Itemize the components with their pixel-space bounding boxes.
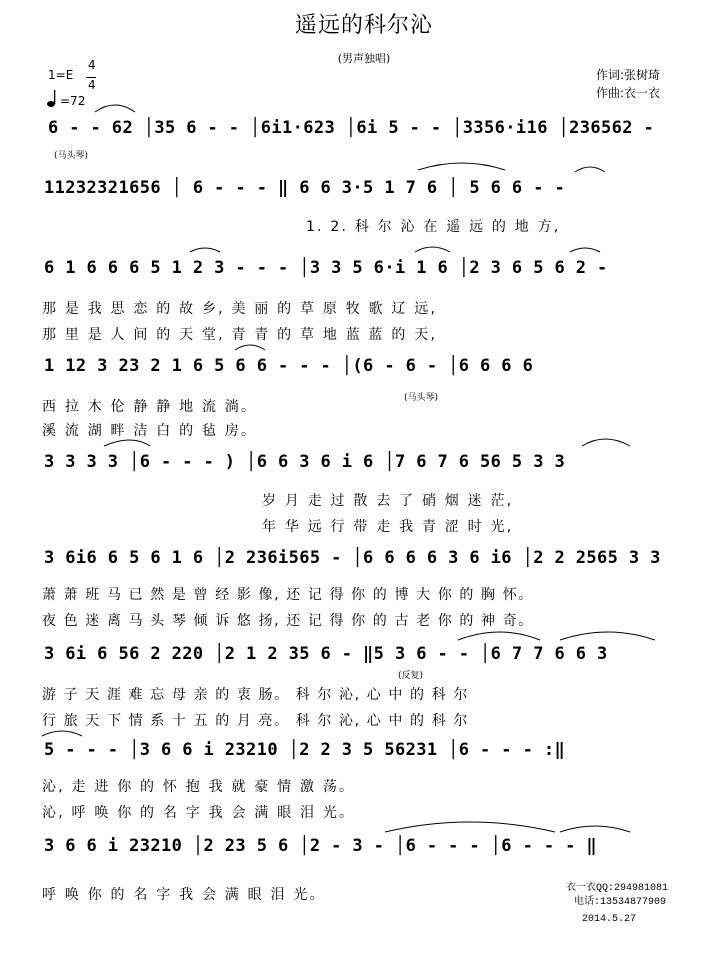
lyric-line-6b: 夜 色 迷 离 马 头 琴 倾 诉 悠 扬, 还 记 得 你 的 古 老 你 的 神 奇。 xyxy=(42,613,534,629)
lyric-line-6a: 萧 萧 班 马 已 然 是 曾 经 影 像, 还 记 得 你 的 博 大 你 的 胸 怀。 xyxy=(42,587,534,603)
lyric-line-2a: 1. 2. 科 尔 沁 在 遥 远 的 地 方, xyxy=(306,219,561,235)
notation-line-3: 6 1 6 6 6 5 1 2 3 - - - │3 3 5 6·i 1 6 │2 3 6 5 6 2 - xyxy=(44,258,608,278)
date-stamp: 2014.5.27 xyxy=(582,914,637,925)
contact-qq: 衣一衣QQ:294981081 xyxy=(566,883,669,894)
lyric-line-4a: 西 拉 木 伦 静 静 地 流 淌。 xyxy=(42,399,258,415)
repeat-mark: (反复) xyxy=(398,671,424,681)
notation-line-8: 5 - - - │3 6 6 i 23210 │2 2 3 5 56231 │6 - - - :‖ xyxy=(44,740,566,760)
lyricist-credit: 作词:张树琦 xyxy=(596,68,661,82)
lyric-line-4b: 溪 流 湖 畔 洁 白 的 毡 房。 xyxy=(42,423,258,439)
notation-line-5: 3 3 3 3 │6 - - - ) │6 6 3 6 i 6 │7 6 7 6 56 5 3 3 xyxy=(44,452,566,472)
key-signature: 1=E xyxy=(48,68,74,82)
time-signature-top: 4 xyxy=(88,58,96,72)
notation-line-9: 3 6 6 i 23210 │2 23 5 6 │2 - 3 - │6 - - - │6 - - - ‖ xyxy=(44,836,598,856)
song-title: 遥远的科尔沁 xyxy=(294,13,433,38)
notation-line-4: 1 12 3 23 2 1 6 5 6 6 - - - │(6 - 6 - │6 6 6 6 xyxy=(44,356,534,376)
song-subtitle: (男声独唱) xyxy=(337,52,391,65)
instrument-mark-1: (马头琴) xyxy=(54,151,89,161)
notation-line-7: 3 6i 6 56 2 220 │2 1 2 35 6 - ‖5 3 6 - - │6 7 7 6 6 3 xyxy=(44,644,608,664)
time-signature-bottom: 4 xyxy=(88,78,96,92)
lyric-line-7a: 游 子 天 涯 难 忘 母 亲 的 衷 肠。 科 尔 沁, 心 中 的 科 尔 xyxy=(42,687,469,703)
lyric-line-3b: 那 里 是 人 间 的 天 堂, 青 青 的 草 地 蓝 蓝 的 天, xyxy=(42,327,438,343)
lyric-line-8a: 沁, 走 进 你 的 怀 抱 我 就 豪 情 激 荡。 xyxy=(42,779,356,795)
lyric-line-5b: 年 华 远 行 带 走 我 青 涩 时 光, xyxy=(262,519,514,535)
lyric-line-3a: 那 是 我 思 恋 的 故 乡, 美 丽 的 草 原 牧 歌 辽 远, xyxy=(42,301,438,317)
lyric-line-5a: 岁 月 走 过 散 去 了 硝 烟 迷 茫, xyxy=(262,493,514,509)
lyric-line-9a: 呼 唤 你 的 名 字 我 会 满 眼 泪 光。 xyxy=(42,887,326,903)
contact-phone: 电话:13534877909 xyxy=(574,897,667,908)
lyric-line-7b: 行 旅 天 下 情 系 十 五 的 月 亮。 科 尔 沁, 心 中 的 科 尔 xyxy=(42,713,469,729)
composer-credit: 作曲:衣一衣 xyxy=(596,86,661,100)
tempo-mark: =72 xyxy=(60,94,86,108)
lyric-line-8b: 沁, 呼 唤 你 的 名 字 我 会 满 眼 泪 光。 xyxy=(42,805,356,821)
notation-line-1: 6 - - 62 │35 6 - - │6i1·623 │6i 5 - - │3356·i16 │236562 - xyxy=(48,118,655,138)
notation-line-2: 11232321656 │ 6 - - - ‖ 6 6 3·5 1 7 6 │ 5 6 6 - - xyxy=(44,178,566,198)
instrument-mark-2: (马头琴) xyxy=(404,393,439,403)
notation-line-6: 3 6i6 6 5 6 1 6 │2 236i565 - │6 6 6 6 3 6 i6 │2 2 2565 3 3 xyxy=(44,548,661,568)
